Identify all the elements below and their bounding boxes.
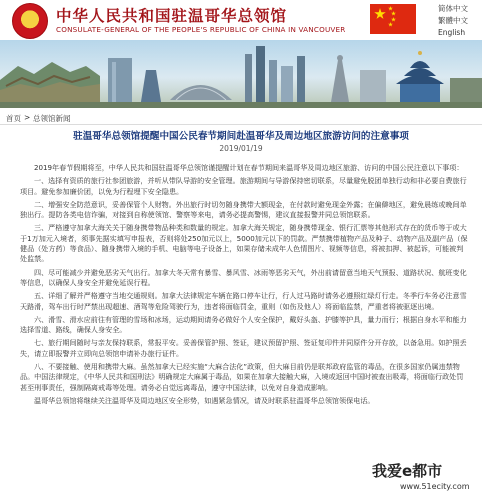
lang-traditional-link[interactable]: 繁體中文 bbox=[438, 16, 468, 25]
article-paragraph: 八、不要接触、使用和携带大麻。虽然加拿大已经实施“大麻合法化”政策，但大麻目前仍是联邦政府监管的毒品，在很多国家仍属违禁物品。中国法律规定，《中华人民共和国刑法》明确规定大麻属于毒品，如果在加拿大接触大麻，入境或返回中国时被查出吸毒，将面临行政处罚甚至刑事责任，强制隔离戒毒等处理。请务必自觉远离毒品，遵守中国法律，以免对自身造成影响。 bbox=[20, 362, 464, 392]
watermark-url: www.51ecity.com bbox=[400, 482, 470, 491]
article-paragraph: 温哥华总领馆将继续关注温哥华及周边地区安全形势，如遇紧急情况，请及时联系驻温哥华总领馆领保电话。 bbox=[34, 395, 375, 405]
site-title-english: CONSULATE-GENERAL OF THE PEOPLE'S REPUBLIC OF CHINA IN VANCOUVER bbox=[56, 25, 346, 34]
breadcrumb-section-link[interactable]: 总领馆新闻 bbox=[33, 114, 71, 123]
article-paragraph: 一、选择有资质的旅行社参团旅游，并听从带队导游的安全管理。旅游期间与导游保持密切联系，尽量避免脱团单独行动和非必要自费旅行项目。避免参加廉价团，以免为行程埋下安全隐患。 bbox=[20, 176, 467, 196]
breadcrumb-separator: > bbox=[24, 113, 31, 122]
skyline-illustration bbox=[0, 40, 482, 108]
site-title-chinese: 中华人民共和国驻温哥华总领馆 bbox=[56, 6, 288, 25]
article-paragraph: 2019年春节假期将至，中华人民共和国驻温哥华总领馆谨提醒计划在春节期间来温哥华及周边地区旅游、访问的中国公民注意以下事项： bbox=[34, 163, 464, 172]
article-paragraph: 四、尽可能减少并避免恶劣天气出行。加拿大冬天常有暴雪、暴风雪、冰雨等恶劣天气，外出前请留意当地天气预报、道路状况、航班变化等信息，以确保人身安全并避免延误行程。 bbox=[20, 267, 467, 287]
breadcrumb-home-link[interactable]: 首页 bbox=[6, 114, 21, 123]
national-emblem-icon bbox=[12, 3, 48, 39]
article-paragraph: 三、严格遵守加拿大海关关于随身携带物品种类和数量的规定。加拿大海关规定，随身携带现金、银行汇票等其他形式存在的货币等于或大于1万加元入境者，须事先据实填写申报表，否则将处250加元以上，5000加元以下的罚款。严禁携带植物产品及种子、动物产品及副产品（保健品（处方药）等食品）、随身携带入境的手机、电脑等电子设备上，如果存储未成年人色情图片、视频等信息，将被扣押、被起诉，可能被判处监禁。 bbox=[20, 223, 468, 264]
article-date: 2019/01/19 bbox=[219, 144, 263, 153]
site-header bbox=[0, 0, 482, 40]
article-paragraph: 二、增强安全防范意识，妥善保管个人财物。外出旅行时切勿随身携带大额现金，在付款时避免现金外露；在偏僻地区，避免晨练或晚间单独出行。提防各类电信诈骗，对接到自称使领馆、警察等来电，请务必提高警惕，建议直接报警并同总领馆联系。 bbox=[20, 199, 467, 220]
article-title: 驻温哥华总领馆提醒中国公民春节期间赴温哥华及周边地区旅游访问的注意事项 bbox=[73, 131, 409, 142]
lang-english-link[interactable]: English bbox=[438, 28, 466, 37]
article-paragraph: 六、滑雪、滑水应前往有管理的雪场和冰场，运动期间请务必做好个人安全保护，戴好头盔、护膝等护具，量力而行；根据自身水平和能力选择雪道、路线，确保人身安全。 bbox=[20, 314, 467, 335]
article-paragraph: 五、详细了解并严格遵守当地交通规则。加拿大法律规定车辆在路口停车让行，行人过马路时请务必遵照红绿灯行走。冬季行车务必注意雪天路滑，驾车出行时严禁出现超速、酒驾等危险驾驶行为，违者将面临罚金，重则（如伤及他人）将面临监禁，严重者将被驱逐出境。 bbox=[20, 291, 467, 311]
language-switcher bbox=[438, 3, 468, 39]
breadcrumb bbox=[0, 110, 482, 125]
article-paragraph: 七、旅行期间随时与亲友保持联系，常报平安。妥善保管护照、签证，建议预留护照、签证复印件并同原件分开存放，以备急用。如护照丢失，请立即报警并立即向总领馆申请补办旅行证件。 bbox=[20, 338, 467, 358]
lang-simplified-link[interactable]: 简体中文 bbox=[438, 4, 468, 13]
header-banner-image bbox=[0, 40, 482, 108]
watermark-logo-text: 我爱e都市 bbox=[372, 462, 443, 480]
china-flag-icon bbox=[370, 4, 416, 34]
site-watermark bbox=[366, 460, 476, 494]
article-body bbox=[20, 163, 468, 409]
